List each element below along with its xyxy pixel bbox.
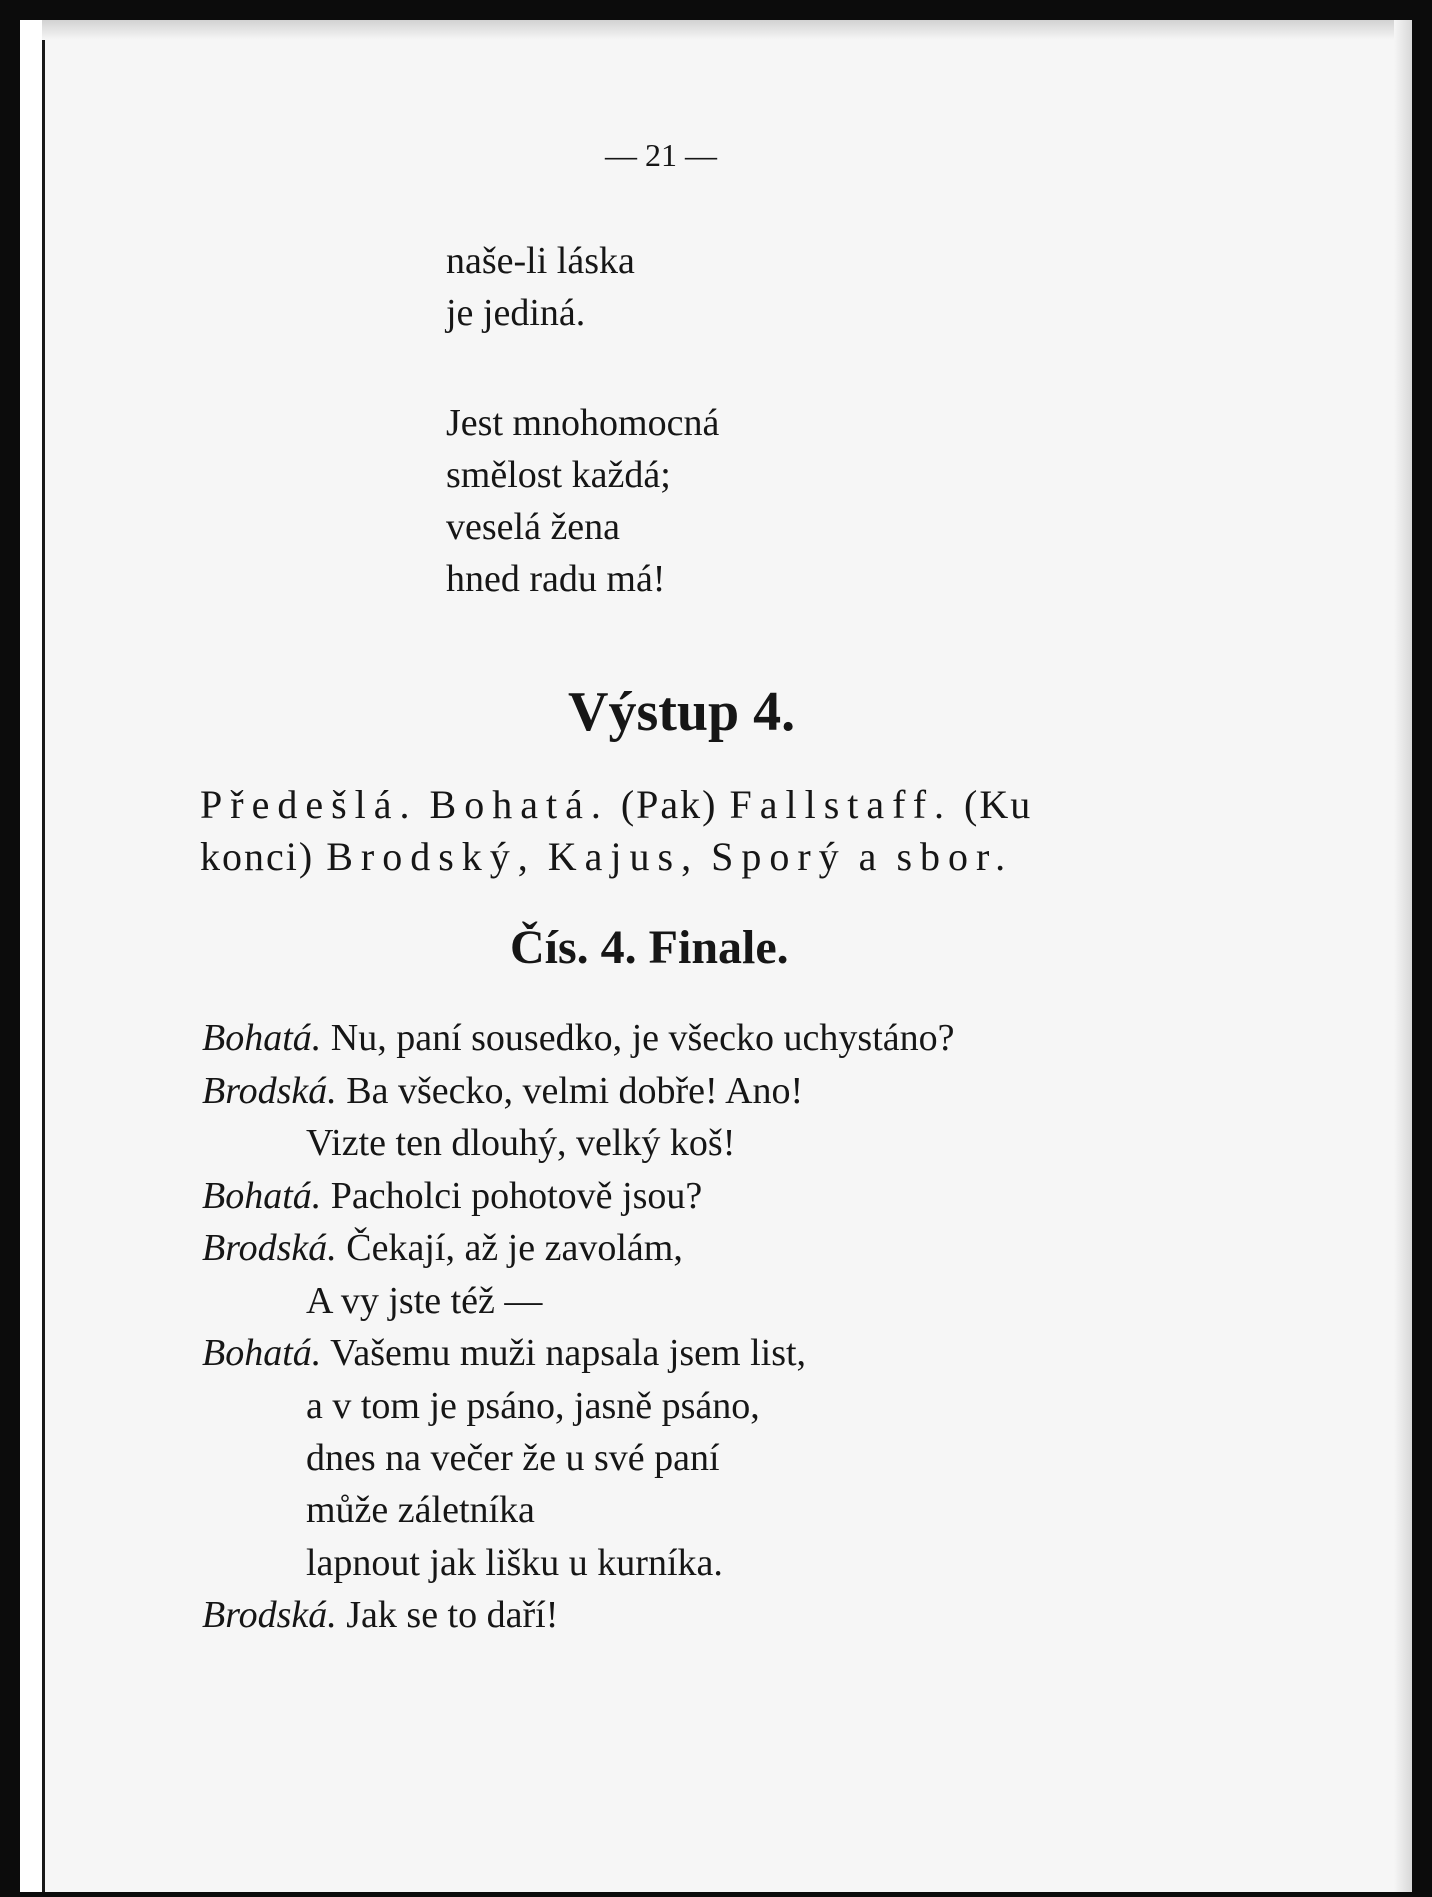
speaker-name: Brodská. <box>202 1070 337 1112</box>
verse-line: hned radu má! <box>446 558 666 600</box>
speaker-name: Bohatá. <box>202 1175 322 1217</box>
dialogue-line <box>202 1225 683 1271</box>
dialogue-continuation: může záletníka <box>306 1489 535 1531</box>
verse-line: veselá žena <box>446 506 621 548</box>
dialogue-continuation: dnes na večer že u své paní <box>306 1437 720 1479</box>
page-number: — 21 — <box>605 137 717 173</box>
dialogue-text: Jak se to daří! <box>336 1594 559 1636</box>
dialogue-continuation: a v tom je psáno, jasně psáno, <box>306 1385 760 1427</box>
cast-word: Sporý <box>711 834 847 879</box>
dialogue-continuation: Vizte ten dlouhý, velký koš! <box>306 1122 736 1164</box>
verse-line: naše-li láska <box>446 240 635 282</box>
dialogue-line <box>202 1173 702 1219</box>
cast-word: Kajus, <box>547 834 700 879</box>
cast-word: (Pak) <box>620 782 718 827</box>
verse-line: smělost každá; <box>446 454 671 496</box>
cast-line <box>200 834 1013 880</box>
speaker-name: Brodská. <box>202 1227 337 1269</box>
page-right-shadow <box>1394 20 1412 1892</box>
cast-word: sbor. <box>896 834 1014 879</box>
page-top-shadow <box>42 20 1412 40</box>
dialogue-line <box>202 1068 803 1114</box>
cast-word: konci) <box>200 834 315 879</box>
dialogue-text: Pacholci pohotově jsou? <box>321 1175 703 1217</box>
cast-word: Brodský, <box>326 834 536 879</box>
dialogue-continuation: lapnout jak lišku u kurníka. <box>306 1542 723 1584</box>
dialogue-text: Čekají, až je zavolám, <box>336 1227 683 1269</box>
dialogue-text: Ba všecko, velmi dobře! Ano! <box>336 1070 804 1112</box>
speaker-name: Bohatá. <box>202 1332 322 1374</box>
scanned-page <box>20 20 1412 1892</box>
speaker-name: Bohatá. <box>202 1017 322 1059</box>
scene-heading: Výstup 4. <box>568 681 796 743</box>
cast-line <box>200 782 1032 828</box>
page-binding-edge <box>20 20 45 1892</box>
speaker-name: Brodská. <box>202 1594 337 1636</box>
dialogue-line <box>202 1330 806 1376</box>
cast-word: Předešlá. <box>200 782 418 827</box>
dialogue-continuation: A vy jste též — <box>306 1280 543 1322</box>
cast-word: Bohatá. <box>429 782 609 827</box>
verse-line: je jediná. <box>446 292 586 334</box>
dialogue-line <box>202 1015 954 1061</box>
dialogue-text: Vašemu muži napsala jsem list, <box>321 1332 807 1374</box>
cast-word: a <box>858 834 885 879</box>
cast-word: (Ku <box>964 782 1033 827</box>
dialogue-text: Nu, paní sousedko, je všecko uchystáno? <box>321 1017 955 1059</box>
number-heading: Čís. 4. Finale. <box>510 921 789 974</box>
cast-word: Fallstaff. <box>729 782 953 827</box>
dialogue-line <box>202 1592 558 1638</box>
verse-line: Jest mnohomocná <box>446 402 720 444</box>
